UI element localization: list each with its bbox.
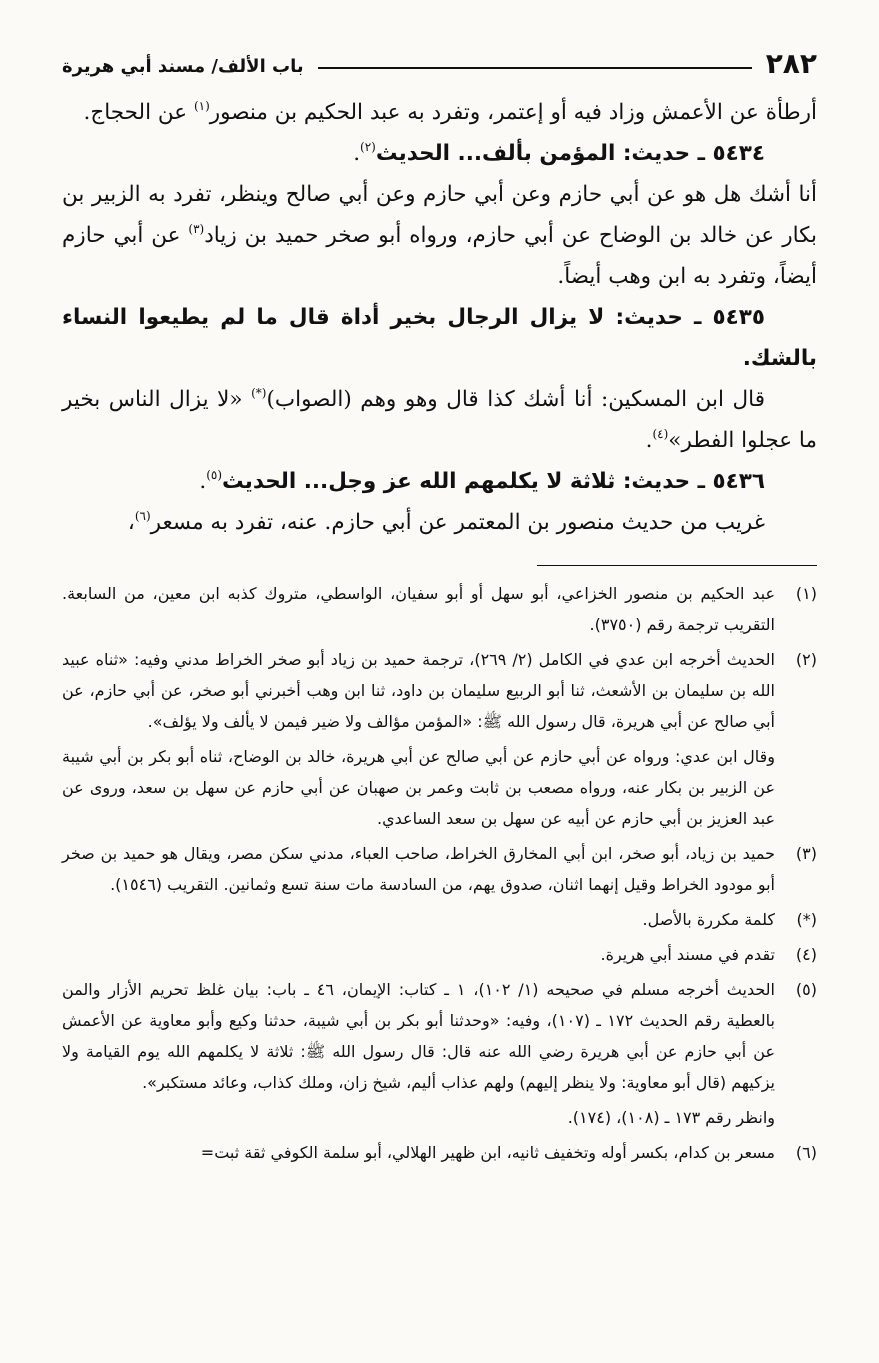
footnote-ref-4: (٤) [652,427,669,441]
paragraph-3: قال ابن المسكين: أنا أشك كذا قال وهو وهم (الصواب)(*) «لا يزال الناس بخير ما عجلوا الفطر»$^{(٤)}$. [62,386,817,453]
footnote-ref-3: (٣) [188,222,205,236]
page-header [62,30,817,78]
footnote-1: (١) عبد الحكيم بن منصور الخزاعي، أبو سهل أو أبو سفيان، الواسطي، متروك كذبه ابن معين، من السابعة. التقريب ترجمة رقم (٣٧٥٠). [62,584,817,634]
footnote-4: (٤) تقدم في مسند أبي هريرة. [600,945,817,964]
footnote-5-continued: وانظر رقم ١٧٣ ـ (١٠٨)، (١٧٤). [567,1108,775,1127]
footnote-3: (٣) حميد بن زياد، أبو صخر، ابن أبي المخارق الخراط، صاحب العباء، مدني سكن مصر، ويقال هو حميد بن صخر أبو مودود الخراط وقيل إنهما اثنان، صدوق يهم، من السادسة مات سنة تسع وثمانين. التقريب (١٥٤٦). [62,844,817,894]
footnote-ref-6: (٦) [134,509,151,523]
header-line [318,67,752,69]
hadith-number: ٥٤٣٤ ـ حديث: [622,141,765,166]
running-title: باب الألف/ مسند أبي هريرة [62,56,304,77]
footnote-2-continued: وقال ابن عدي: ورواه عن أبي حازم عن أبي صالح عن أبي هريرة، خالد بن الوضاح، ثناه أبو بكر بن أبي شيبة عن الزبير بن بكار عنه، ورواه مصعب بن ثابت وعمر بن صهبان عن أبي حازم عن سهل بن سعد، وروى عن عبد العزيز بن أبي حازم عن أبيه عن سهل بن سعد الساعدي. [62,747,775,828]
footnote-ref-2: (٢) [360,140,376,154]
main-text [62,92,817,543]
footnote-ref-star: (*) [251,386,267,400]
footnote-separator [537,565,817,566]
hadith-5435: ٥٤٣٥ ـ حديث: لا يزال الرجال بخير أداة قال ما لم يطيعوا النساء بالشك. [62,305,817,371]
hadith-number: ٥٤٣٥ ـ حديث: [615,305,765,330]
page-number: ٢٨٢ [765,47,817,80]
footnote-2: (٢) الحديث أخرجه ابن عدي في الكامل (٢/ ٢٦٩)، ترجمة حميد بن زياد أبو صخر الخراط مدني وفيه: «ثناه عبيد الله بن سليمان بن الأشعث، ثنا أبو الربيع سليمان بن داود، ثنا ابن وهب أخبرني أبو صخر، عن أبي حازم، عن أبي صالح عن أبي هريرة، قال رسول الله ﷺ: «المؤمن مؤالف ولا ضير فيمن لا يألف ولا يؤلف». [62,650,817,731]
footnote-5: (٥) الحديث أخرجه مسلم في صحيحه (١/ ١٠٢)، ١ ـ كتاب: الإيمان، ٤٦ ـ باب: بيان غلظ تحريم الأزار والمن بالعطية رقم الحديث ١٧٢ ـ (١٠٧)، وفيه: «وحدثنا أبو بكر بن أبي شيبة، حدثنا وكيع وأبو معاوية عن الأعمش عن أبي حازم عن أبي هريرة رضي الله عنه قال: قال رسول الله ﷺ: ثلاثة لا يكلمهم الله يوم القيامة ولا يزكيهم (قال أبو معاوية: ولا ينظر إليهم) ولهم عذاب أليم، شيخ زان، وملك كذاب، وعائد مستكبر». [62,980,817,1092]
hadith-5434: ٥٤٣٤ ـ حديث: المؤمن بألف... الحديث$^{(٢)}$. [353,140,765,166]
footnote-star: (*) كلمة مكررة بالأصل. [642,910,817,929]
paragraph-4: غريب من حديث منصور بن المعتمر عن أبي حازم. عنه، تفرد به مسعر$^{(٦)}$، [127,509,765,535]
footnote-ref-1: (١) [193,99,210,113]
footnotes [62,578,817,1168]
hadith-number: ٥٤٣٦ ـ حديث: [622,469,765,494]
paragraph-2: أنا أشك هل هو عن أبي حازم وعن أبي حازم وعن أبي صالح وينظر، تفرد به الزبير بن بكار عن خالد بن الوضاح عن أبي حازم، ورواه أبو صخر حميد بن زياد$^{(٣)}$ عن أبي حازم أيضاً، وتفرد به ابن وهب أيضاً. [62,182,817,289]
hadith-5436: ٥٤٣٦ ـ حديث: ثلاثة لا يكلمهم الله عز وجل... الحديث$^{(٥)}$. [199,468,765,494]
footnote-ref-5: (٥) [206,468,223,482]
footnote-6: (٦) مسعر بن كدام، بكسر أوله وتخفيف ثانيه، ابن ظهير الهلالي، أبو سلمة الكوفي ثقة ثبت= [200,1143,817,1162]
paragraph-1: أرطأة عن الأعمش وزاد فيه أو إعتمر، وتفرد به عبد الحكيم بن منصور$^{(١)}$ عن الحجاج. [83,99,817,125]
